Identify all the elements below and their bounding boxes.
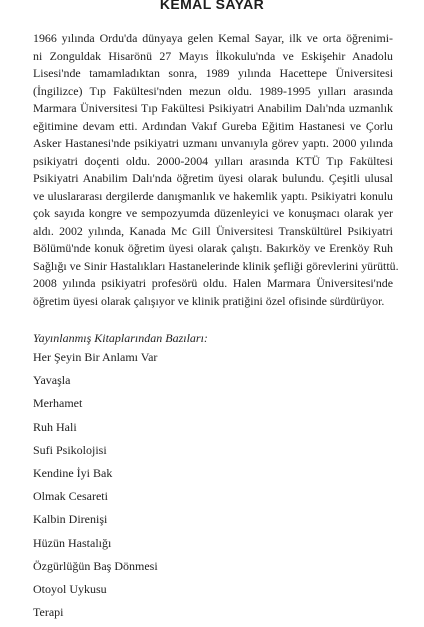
- book-title: Kendine İyi Bak: [33, 465, 113, 480]
- books-heading: Yayınlanmış Kitaplarından Bazıları:: [33, 331, 208, 345]
- biography-line: psikiyatri doçenti oldu. 2000-2004 yılları arasında KTÜ Tıp Fakültesi: [33, 153, 393, 168]
- biography-paragraph: [33, 30, 399, 310]
- biography-line: Psikiyatri Anabilim Dalı'nda öğretim üyesi olarak bulundu. Çeşitli ulusal: [33, 171, 393, 185]
- biography-line: eğitimine devam etti. Ardından Vakıf Gureba Eğitim Hastanesi ve Çorlu: [33, 118, 393, 133]
- book-title: Yavaşla: [33, 373, 71, 388]
- published-books-section: [33, 329, 393, 627]
- biography-line: (İngilizce) Tıp Fakültesi'nden mezun oldu. 1989-1995 yılları arasında: [33, 83, 393, 98]
- book-title: Hüzün Hastalığı: [33, 535, 112, 550]
- book-title: Terapi: [33, 605, 64, 620]
- biography-line: 1966 yılında Ordu'da dünyaya gelen Kemal Sayar, ilk ve orta öğrenimi-: [33, 31, 393, 45]
- book-title: Sufi Psikolojisi: [33, 442, 107, 457]
- biography-line: çok sayıda kongre ve sempozyumda düzenleyici ve konuşmacı olarak yer: [33, 206, 393, 220]
- biography-line: ve uluslararası dergilerde danışmanlık ve hakemlik yaptı. Psikiyatri konulu: [33, 188, 393, 203]
- book-title: Her Şeyin Bir Anlamı Var: [33, 350, 158, 364]
- book-title: Özgürlüğün Baş Dönmesi: [33, 558, 158, 573]
- biography-line: Lisesi'nde tamamladıktan sonra, 1989 yılında Hacettepe Üniversitesi: [33, 66, 393, 80]
- author-name-title: KEMAL SAYAR: [159, 0, 265, 12]
- book-title: Merhamet: [33, 396, 83, 411]
- biography-line: Marmara Üniversitesi Tıp Fakültesi Psikiyatri Anabilim Dalı'nda uzmanlık: [33, 101, 393, 115]
- biography-line: ni Zonguldak Hisarönü 27 Mayıs İlkokulu'nda ve Eskişehir Anadolu: [33, 48, 393, 63]
- biography-line: Asker Hastanesi'nde psikiyatri uzmanı unvanıyla görev yaptı. 2000 yılında: [33, 136, 393, 150]
- book-title: Olmak Cesareti: [33, 489, 108, 504]
- biography-line: öğretim üyesi olarak çalışıyor ve klinik pratiğini özel ofisinde sürdürüyor.: [33, 293, 385, 308]
- biography-line: aldı. 2002 yılında, Kanada Mc Gill Üniversitesi Transkültürel Psikiyatri: [33, 223, 393, 238]
- biography-line: Sağlığı ve Sinir Hastalıkları Hastanelerinde klinik şefliği görevlerini yürüttü.: [33, 258, 399, 273]
- book-title: Ruh Hali: [33, 419, 77, 434]
- book-title: Kalbin Direnişi: [33, 512, 108, 527]
- biography-line: 2008 yılında psikiyatri profesörü oldu. Halen Marmara Üniversitesi'nde: [33, 276, 393, 290]
- book-title: Otoyol Uykusu: [33, 581, 107, 596]
- biography-line: Bölümü'nde konuk öğretim üyesi olarak çalıştı. Bakırköy ve Erenköy Ruh: [33, 241, 393, 255]
